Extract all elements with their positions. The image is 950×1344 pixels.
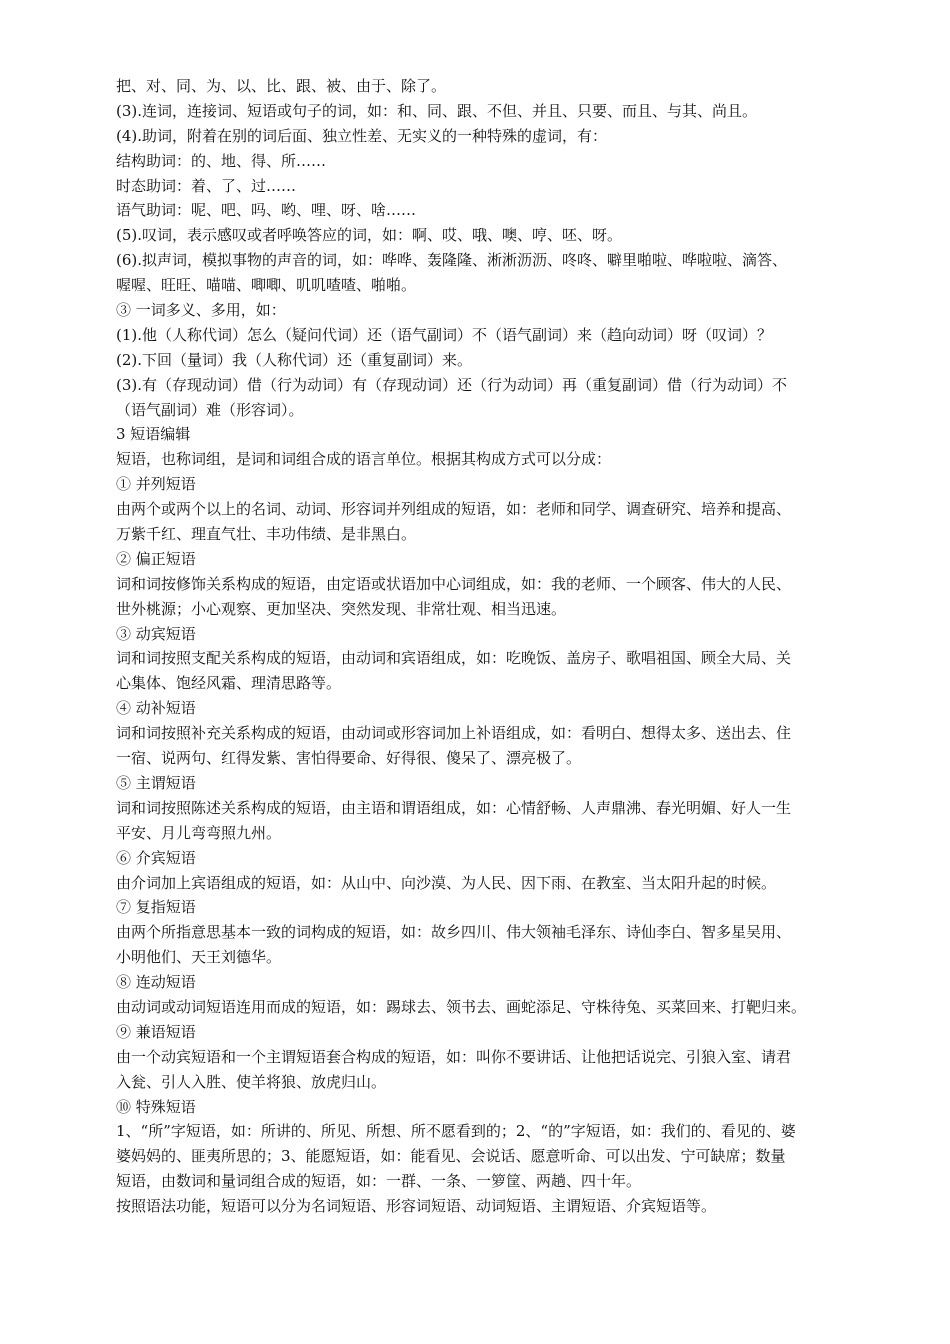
text-line: 按照语法功能，短语可以分为名词短语、形容词短语、动词短语、主谓短语、介宾短语等。 (116, 1197, 717, 1216)
text-line: ④ 动补短语 (116, 699, 196, 718)
text-line: (5).叹词，表示感叹或者呼唤答应的词，如：啊、哎、哦、噢、哼、呸、呀。 (116, 226, 623, 245)
document-page (116, 74, 876, 1219)
text-line: 心集体、饱经风霜、理清思路等。 (116, 674, 342, 693)
text-line: (3).连词，连接词、短语或句子的词，如：和、同、跟、不但、并且、只要、而且、与其、尚且。 (116, 101, 758, 120)
text-line: 由介词加上宾语组成的短语，如：从山中、向沙漠、为人民、因下雨、在教室、当太阳升起的时候。 (116, 873, 777, 892)
text-line: ⑧ 连动短语 (116, 973, 196, 992)
text-line: 短语，也称词组，是词和词组合成的语言单位。根据其构成方式可以分成： (116, 450, 612, 469)
text-line: 把、对、同、为、以、比、跟、被、由于、除了。 (116, 77, 447, 95)
text-line: 一宿、说两句、红得发紫、害怕得要命、好得很、傻呆了、漂亮极了。 (116, 749, 582, 768)
text-line: ⑨ 兼语短语 (116, 1022, 196, 1041)
text-line: 语气助词：呢、吧、吗、哟、哩、呀、啥…… (116, 201, 417, 220)
text-line: ① 并列短语 (116, 475, 196, 494)
text-line: 婆妈妈的、匪夷所思的；3、能愿短语，如：能看见、会说话、愿意听命、可以出发、宁可缺席；数量 (116, 1147, 786, 1166)
text-line: 入瓮、引人入胜、使羊将狼、放虎归山。 (116, 1072, 387, 1091)
text-line: (3).有（存现动词）借（行为动词）有（存现动词）还（行为动词）再（重复副词）借（行为动词）不 (116, 375, 788, 394)
text-line: 词和词按修饰关系构成的短语，由定语或状语加中心词组成，如：我的老师、一个顾客、伟大的人民、 (116, 574, 792, 593)
text-line: 小明他们、天王刘德华。 (116, 948, 282, 967)
text-line: 时态助词：着、了、过…… (116, 176, 297, 195)
text-line: 短语，由数词和量词组合成的短语，如：一群、一条、一箩筐、两趟、四十年。 (116, 1172, 642, 1191)
text-line: (6).拟声词，模拟事物的声音的词，如：哗哗、轰隆隆、淅淅沥沥、咚咚、噼里啪啦、哗啦啦、滴答、 (116, 251, 788, 270)
text-line: ⑦ 复指短语 (116, 898, 196, 917)
text-line: 万紫千红、理直气壮、丰功伟绩、是非黑白。 (116, 525, 417, 544)
text-line: ⑩ 特殊短语 (116, 1097, 196, 1116)
text-line: ⑥ 介宾短语 (116, 848, 196, 867)
text-line: 词和词按照陈述关系构成的短语，由主语和谓语组成，如：心情舒畅、人声鼎沸、春光明媚、好人一生 (116, 798, 792, 817)
text-line: (2).下回（量词）我（人称代词）还（重复副词）来。 (116, 350, 473, 369)
text-line: 1、“所”字短语，如：所讲的、所见、所想、所不愿看到的；2、“的”字短语，如：我们的、看见的、婆 (116, 1122, 796, 1141)
text-line: 世外桃源；小心观察、更加坚决、突然发现、非常壮观、相当迅速。 (116, 599, 567, 618)
text-line: 3 短语编辑 (116, 425, 191, 444)
text-line: 由两个所指意思基本一致的词构成的短语，如：故乡四川、伟大领袖毛泽东、诗仙李白、智多星吴用、 (116, 923, 792, 942)
text-line: 词和词按照支配关系构成的短语，由动词和宾语组成，如：吃晚饭、盖房子、歌唱祖国、顾全大局、关 (116, 649, 792, 668)
text-line: 由两个或两个以上的名词、动词、形容词并列组成的短语，如：老师和同学、调查研究、培养和提高、 (116, 500, 792, 519)
text-line: 喔喔、旺旺、喵喵、唧唧、叽叽喳喳、啪啪。 (116, 276, 417, 295)
text-line: ③ 一词多义、多用，如： (116, 301, 286, 320)
text-line: ② 偏正短语 (116, 549, 196, 568)
text-line: 由一个动宾短语和一个主谓短语套合构成的短语，如：叫你不要讲话、让他把话说完、引狼入室、请君 (116, 1047, 792, 1066)
text-line: ③ 动宾短语 (116, 624, 196, 643)
text-line: 词和词按照补充关系构成的短语，由动词或形容词加上补语组成，如：看明白、想得太多、送出去、住 (116, 724, 792, 743)
text-line: 结构助词：的、地、得、所…… (116, 151, 327, 170)
text-line: ⑤ 主谓短语 (116, 773, 196, 792)
text-line: 由动词或动词短语连用而成的短语，如：踢球去、领书去、画蛇添足、守株待兔、买菜回来、打靶归来。 (116, 997, 807, 1016)
text-line: (4).助词，附着在别的词后面、独立性差、无实义的一种特殊的虚词，有： (116, 126, 608, 145)
text-line: 平安、月儿弯弯照九州。 (116, 823, 282, 842)
text-line: （语气副词）难（形容词）。 (116, 400, 304, 419)
text-line: (1).他（人称代词）怎么（疑问代词）还（语气副词）不（语气副词）来（趋向动词）呀（叹词）？ (116, 325, 773, 344)
